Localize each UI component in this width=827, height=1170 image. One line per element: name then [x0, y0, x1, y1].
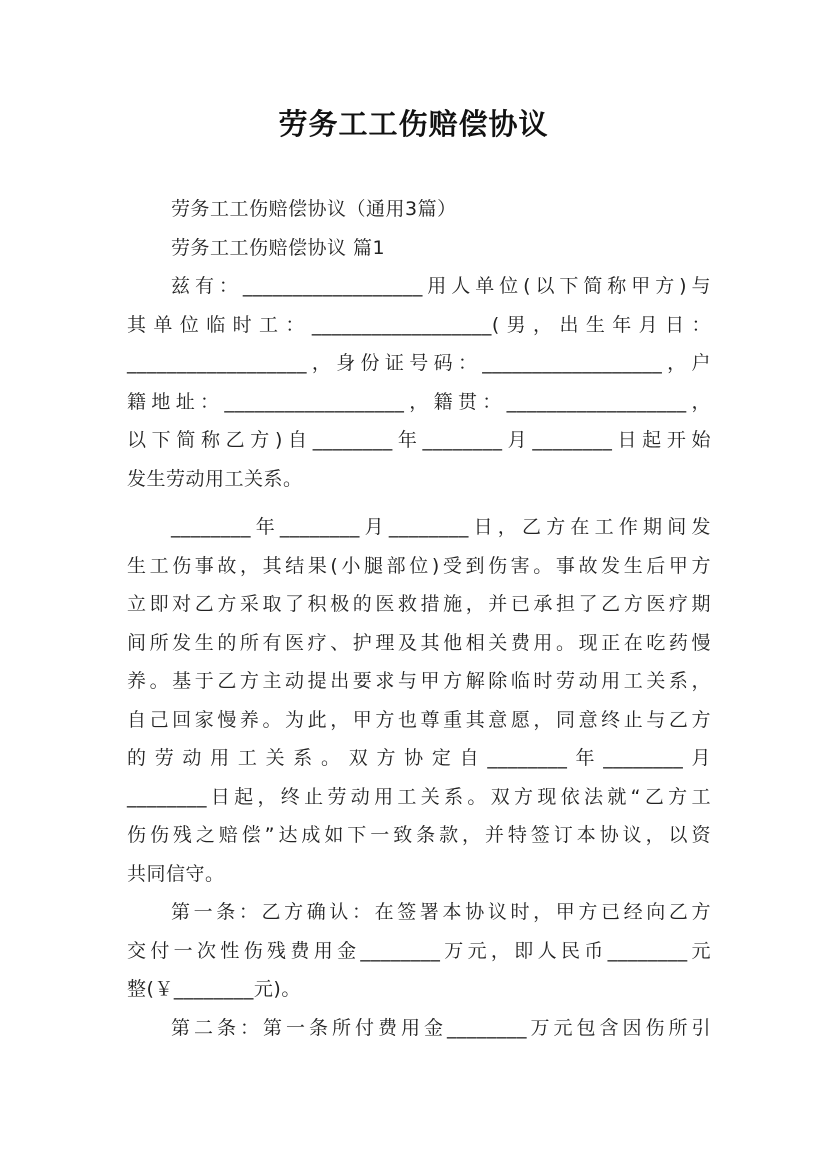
- clause-line: 第一条：乙方确认：在签署本协议时，甲方已经向乙方: [171, 901, 711, 923]
- paragraph-line: 自己回家慢养。为此，甲方也尊重其意愿，同意终止与乙方: [127, 708, 711, 731]
- paragraph-line: ________日起，终止劳动用工关系。双方现依法就“乙方工: [127, 785, 711, 808]
- paragraph-line: 以下简称乙方)自________年________月________日起开始: [127, 429, 711, 451]
- paragraph-line: ________年________月________日，乙方在工作期间发: [171, 516, 711, 538]
- paragraph-line: 伤伤残之赔偿”达成如下一致条款，并特签订本协议，以资: [127, 824, 711, 846]
- clause-line: 第二条：第一条所付费用金________万元包含因伤所引: [171, 1016, 711, 1039]
- clause-line: 整(￥________元)。: [127, 978, 301, 1000]
- clause-line: 交付一次性伤残费用金________万元，即人民币________元: [127, 939, 711, 962]
- section-heading: 劳务工工伤赔偿协议 篇1: [171, 236, 386, 259]
- paragraph-line: 的劳动用工关系。双方协定自________年________月: [127, 747, 711, 769]
- paragraph-line: 籍地址：__________________，籍贯：__________________，: [127, 390, 711, 413]
- paragraph-line: 兹有：__________________用人单位(以下简称甲方)与: [171, 275, 711, 297]
- paragraph-line: 间所发生的所有医疗、护理及其他相关费用。现正在吃药慢: [127, 631, 711, 654]
- paragraph-line: 共同信守。: [127, 862, 225, 885]
- paragraph-line: __________________，身份证号码：__________________，户: [127, 352, 711, 374]
- paragraph-line: 发生劳动用工关系。: [127, 467, 303, 490]
- paragraph-line: 生工伤事故，其结果(小腿部位)受到伤害。事故发生后甲方: [127, 554, 711, 577]
- paragraph-line: 其单位临时工：__________________(男，出生年月日：: [127, 313, 711, 336]
- paragraph-line: 立即对乙方采取了积极的医救措施，并已承担了乙方医疗期: [127, 593, 711, 615]
- document-title: 劳务工工伤赔偿协议: [278, 107, 549, 141]
- subtitle-line: 劳务工工伤赔偿协议（通用3篇）: [171, 198, 457, 220]
- paragraph-line: 养。基于乙方主动提出要求与甲方解除临时劳动用工关系，: [127, 670, 711, 692]
- document-body: [127, 190, 711, 1047]
